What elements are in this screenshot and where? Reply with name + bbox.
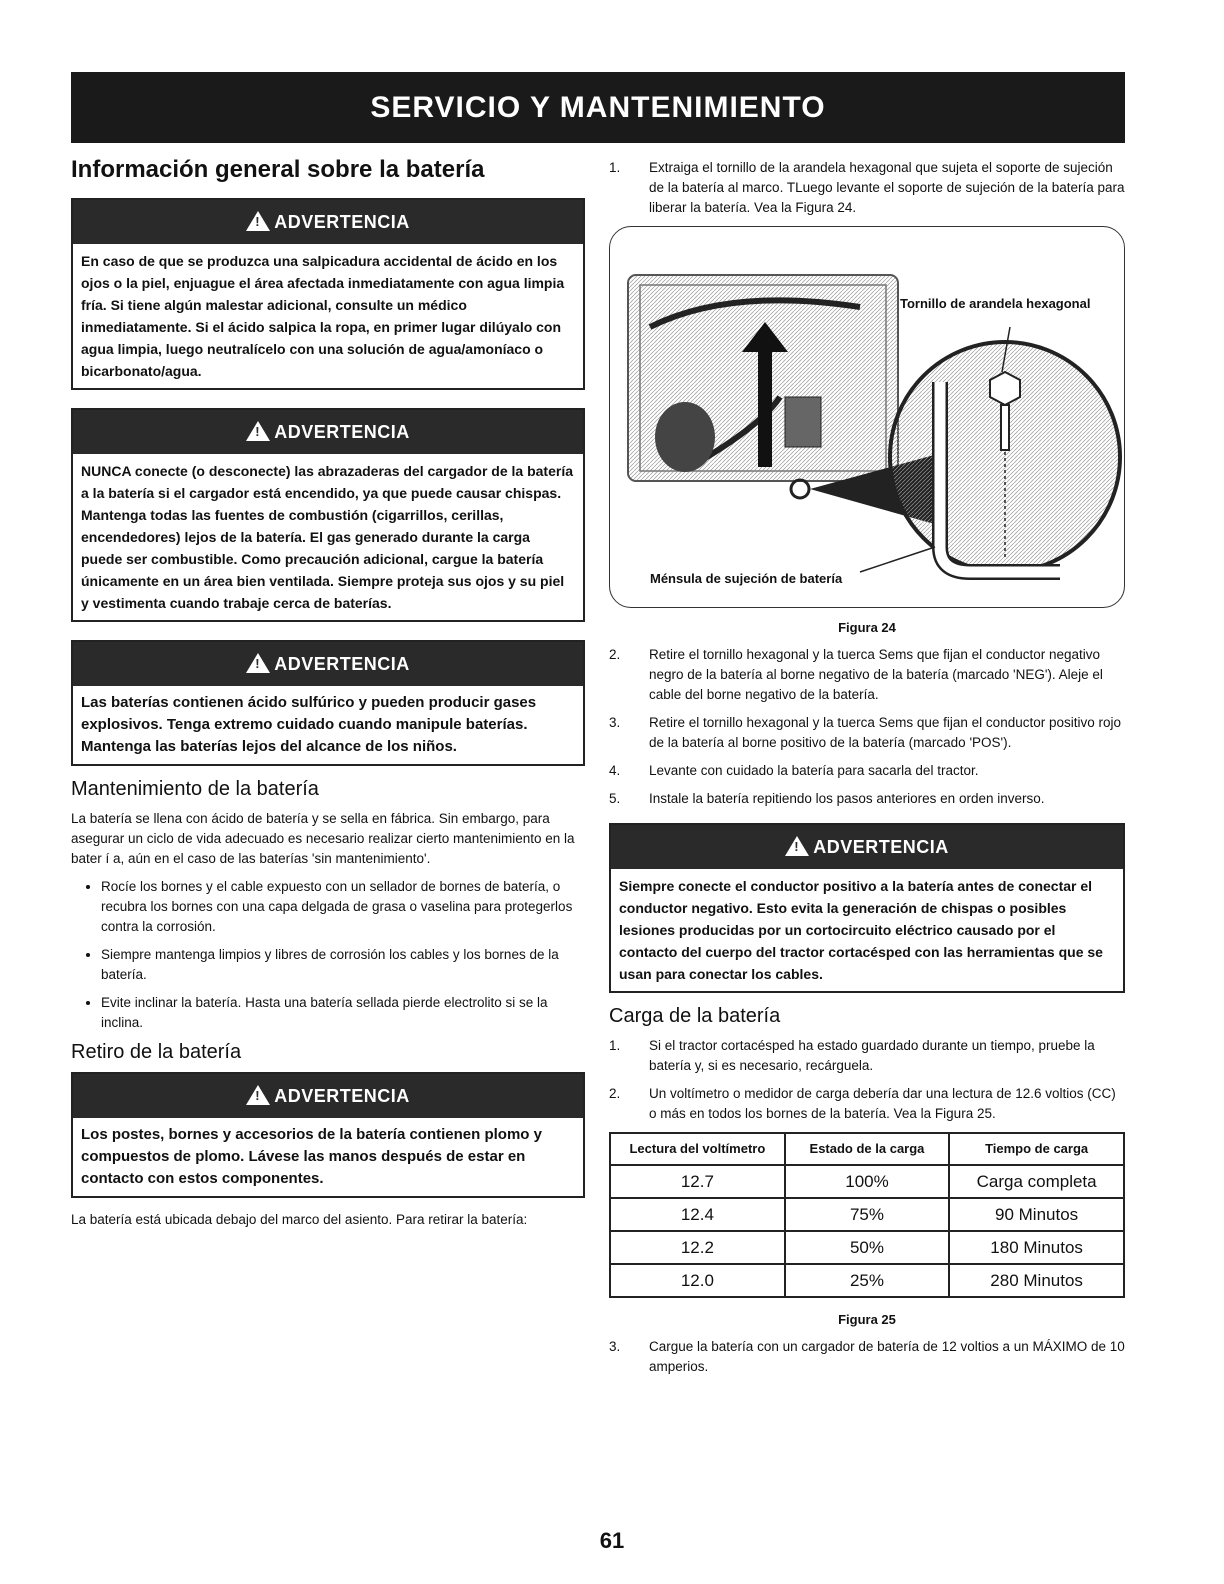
step-number: 2. <box>609 647 621 662</box>
maintenance-intro: La batería se llena con ácido de batería y se sella en fábrica. Sin embargo, para asegurar un ciclo de vida adecuado es necesario realizar cierto mantenimiento en la bater í a, aún en el caso de las baterías 'sin mantenimiento'. <box>71 811 575 866</box>
list-item <box>609 1036 1125 1076</box>
warning-triangle-icon <box>246 421 270 441</box>
table-cell: Carga completa <box>949 1165 1124 1198</box>
warning-box-2 <box>71 408 585 622</box>
table-cell: 12.4 <box>610 1198 785 1231</box>
list-item <box>609 1337 1125 1377</box>
warning-box-5 <box>609 823 1125 993</box>
warning-header <box>611 825 1123 869</box>
step-number: 3. <box>609 715 621 730</box>
table-header: Estado de la carga <box>785 1133 949 1165</box>
table-row <box>610 1264 1124 1297</box>
list-item: • Evite inclinar la batería. Hasta una batería sellada pierde electrolito si se la inclina. <box>101 993 585 1033</box>
battery-bracket-illustration <box>610 227 1125 607</box>
table-cell: 12.7 <box>610 1165 785 1198</box>
charging-steps-after <box>609 1337 1125 1377</box>
step-number: 5. <box>609 791 621 806</box>
page-header <box>71 72 1125 143</box>
warning-box-3 <box>71 640 585 766</box>
step-text: Un voltímetro o medidor de carga debería dar una lectura de 12.6 voltios (CC) o más en todos los bornes de la batería. Vea la Figura 25. <box>649 1086 1116 1121</box>
table-cell: 12.0 <box>610 1264 785 1297</box>
table-cell: 12.2 <box>610 1231 785 1264</box>
table-row <box>610 1198 1124 1231</box>
warning-header <box>73 1074 583 1118</box>
warning-box-1 <box>71 198 585 390</box>
figure-24 <box>609 226 1125 608</box>
list-item: • Siempre mantenga limpios y libres de corrosión los cables y los bornes de la batería. <box>101 945 585 985</box>
hex-bolt-icon <box>990 372 1020 405</box>
step-number: 2. <box>609 1086 621 1101</box>
warning-text: Las baterías contienen ácido sulfúrico y pueden producir gases explosivos. Tenga extremo cuidado cuando manipule baterías. Mantenga las baterías lejos del alcance de los niños. <box>81 694 537 755</box>
header-title: SERVICIO Y MANTENIMIENTO <box>370 91 826 124</box>
right-column <box>609 158 1125 1385</box>
warning-box-4 <box>71 1072 585 1198</box>
table-row <box>610 1231 1124 1264</box>
warning-header <box>73 200 583 244</box>
table-cell: 100% <box>785 1165 949 1198</box>
label-bolt: Tornillo de arandela hexagonal <box>900 296 1091 311</box>
table-cell: 75% <box>785 1198 949 1231</box>
step-text: Extraiga el tornillo de la arandela hexagonal que sujeta el soporte de sujeción de la batería al marco. TLuego levante el soporte de sujeción de la batería para liberar la batería. Vea la Figura 24. <box>649 160 1125 215</box>
warning-header <box>73 410 583 454</box>
section-title: Información general sobre la batería <box>71 156 485 183</box>
page-number: 61 <box>599 1528 625 1553</box>
warning-label: ADVERTENCIA <box>813 837 949 857</box>
table-row <box>610 1165 1124 1198</box>
step-number: 3. <box>609 1339 621 1354</box>
table-cell: 50% <box>785 1231 949 1264</box>
warning-label: ADVERTENCIA <box>274 1086 410 1106</box>
list-item: • Rocíe los bornes y el cable expuesto con un sellador de bornes de batería, o recubra los bornes con una capa delgada de grasa o vaselina para protegerlos contra la corrosión. <box>101 877 585 937</box>
table-header: Tiempo de carga <box>949 1133 1124 1165</box>
figure-25-caption: Figura 25 <box>838 1312 896 1327</box>
step-number: 4. <box>609 763 621 778</box>
warning-text: Siempre conecte el conductor positivo a la batería antes de conectar el conductor negativo. Esto evita la generación de chispas o posibles lesiones producidas por un cortocircuito eléctrico causado por el contacto del cuerpo del tractor cortacésped con las herramientas que se usan para conectar los cables. <box>619 878 1103 982</box>
table-header: Lectura del voltímetro <box>610 1133 785 1165</box>
step-text: Instale la batería repitiendo los pasos anteriores en orden inverso. <box>649 791 1045 806</box>
warning-text: Los postes, bornes y accesorios de la batería contienen plomo y compuestos de plomo. Lávese las manos después de estar en contacto con estos componentes. <box>81 1126 542 1187</box>
step-text: Cargue la batería con un cargador de batería de 12 voltios a un MÁXIMO de 10 amperios. <box>649 1339 1125 1374</box>
warning-triangle-icon <box>785 836 809 856</box>
table-cell: 25% <box>785 1264 949 1297</box>
warning-text: En caso de que se produzca una salpicadura accidental de ácido en los ojos o la piel, enjuague el área afectada inmediatamente con agua limpia fría. Si tiene algún malestar adicional, consulte un médico inmediatamente. Si el ácido salpica la ropa, en primer lugar dilúyalo con agua limpia, luego neutralícelo con una solución de agua/amoníaco o bicarbonato/agua. <box>81 253 565 379</box>
list-item <box>609 761 1125 781</box>
charge-table <box>609 1132 1125 1298</box>
list-item <box>609 645 1125 705</box>
table-cell: 280 Minutos <box>949 1264 1124 1297</box>
list-item <box>609 713 1125 753</box>
step-text: Levante con cuidado la batería para sacarla del tractor. <box>649 763 979 778</box>
removal-steps-a <box>609 158 1125 218</box>
step-text: Retire el tornillo hexagonal y la tuerca Sems que fijan el conductor negativo negro de la batería al borne negativo de la batería (marcado 'NEG'). Aleje el cable del borne negativo de la batería. <box>649 647 1103 702</box>
label-bracket: Ménsula de sujeción de batería <box>650 571 843 586</box>
list-item <box>609 158 1125 218</box>
step-number: 1. <box>609 1038 621 1053</box>
table-header-row <box>610 1133 1124 1165</box>
charging-steps <box>609 1036 1125 1124</box>
removal-intro: La batería está ubicada debajo del marco del asiento. Para retirar la batería: <box>71 1212 528 1227</box>
warning-header <box>73 642 583 686</box>
warning-label: ADVERTENCIA <box>274 422 410 442</box>
table-cell: 90 Minutos <box>949 1198 1124 1231</box>
list-item <box>609 1084 1125 1124</box>
step-number: 1. <box>609 160 621 175</box>
warning-triangle-icon <box>246 1085 270 1105</box>
left-column <box>71 150 585 1238</box>
removal-title: Retiro de la batería <box>71 1041 242 1063</box>
step-text: Retire el tornillo hexagonal y la tuerca Sems que fijan el conductor positivo rojo de la batería al borne positivo de la batería (marcado 'POS'). <box>649 715 1122 750</box>
table-cell: 180 Minutos <box>949 1231 1124 1264</box>
removal-steps-b <box>609 645 1125 809</box>
warning-triangle-icon <box>246 653 270 673</box>
list-item <box>609 789 1125 809</box>
figure-24-caption: Figura 24 <box>838 620 896 635</box>
warning-label: ADVERTENCIA <box>274 654 410 674</box>
warning-triangle-icon <box>246 211 270 231</box>
charging-title: Carga de la batería <box>609 1005 781 1027</box>
maintenance-title: Mantenimiento de la batería <box>71 778 319 800</box>
step-text: Si el tractor cortacésped ha estado guardado durante un tiempo, pruebe la batería y, si es necesario, recárguela. <box>649 1038 1095 1073</box>
terminal-cover-icon <box>655 402 715 472</box>
warning-text: NUNCA conecte (o desconecte) las abrazaderas del cargador de la batería a la batería si el cargador está encendido, ya que puede causar chispas. Mantenga todas las fuentes de combustión (cigarrillos, cerillas, encendedores) lejos de la batería. El gas generado durante la carga puede ser combustible. Como precaución adicional, cargue la batería únicamente en un área bien ventilada. Siempre proteja sus ojos y su piel y vestimenta cuando trabaje cerca de baterías. <box>81 463 573 611</box>
warning-label: ADVERTENCIA <box>274 212 410 232</box>
maintenance-list <box>71 877 585 1033</box>
